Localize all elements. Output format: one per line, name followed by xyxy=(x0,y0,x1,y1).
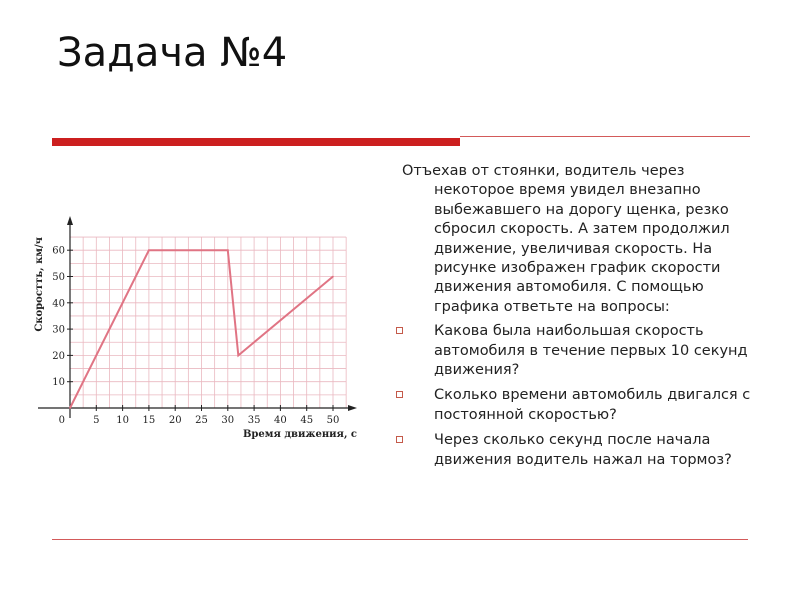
x-tick-label: 15 xyxy=(142,415,156,426)
x-tick-label: 30 xyxy=(221,415,235,426)
x-tick-label: 35 xyxy=(247,415,261,426)
problem-text xyxy=(394,162,762,476)
problem-intro: Отъехав от стоянки, водитель через некоторое время увидел внезапно выбежавшего на дорогу щенка, резко сбросил скорость. А затем продолжил движение, увеличивая скорость. На рисунке изображен график скорости движения автомобиля. С помощью графика ответьте на вопросы: xyxy=(402,163,730,315)
question-item xyxy=(394,431,762,470)
origin-label: 0 xyxy=(58,415,65,426)
question-text: Через сколько секунд после начала движения водитель нажал на тормоз? xyxy=(434,432,732,468)
series-point xyxy=(238,355,240,357)
x-tick-label: 45 xyxy=(300,415,314,426)
series-point xyxy=(332,276,334,278)
square-bullet-icon xyxy=(396,436,403,443)
y-tick-label: 10 xyxy=(52,377,65,389)
question-item xyxy=(394,386,762,425)
footer-rule xyxy=(52,539,748,540)
x-tick-label: 10 xyxy=(116,415,129,426)
square-bullet-icon xyxy=(396,327,403,334)
x-axis-title: Время движения, с xyxy=(242,429,357,440)
question-list xyxy=(394,322,762,470)
x-tick-label: 5 xyxy=(93,415,100,426)
square-bullet-icon xyxy=(396,391,403,398)
title-underline-thin xyxy=(460,136,750,137)
series-point xyxy=(69,407,71,409)
y-tick-label: 30 xyxy=(52,324,65,336)
y-tick-label: 50 xyxy=(52,272,65,283)
x-tick-label: 40 xyxy=(274,415,287,426)
y-tick-label: 20 xyxy=(52,350,65,362)
question-text: Сколько времени автомобиль двигался с постоянной скоростью? xyxy=(434,387,751,423)
slide-title: Задача №4 xyxy=(57,30,288,76)
title-underline-accent xyxy=(52,138,460,146)
y-axis-arrow xyxy=(67,216,73,225)
y-axis-title: Скоростть, км/ч xyxy=(34,237,45,332)
x-tick-label: 25 xyxy=(195,415,208,426)
speed-time-chart xyxy=(30,215,370,445)
question-item xyxy=(394,322,762,380)
y-tick-label: 40 xyxy=(52,298,65,310)
x-tick-label: 50 xyxy=(326,415,340,426)
y-tick-label: 60 xyxy=(52,245,65,257)
x-axis-arrow xyxy=(348,405,357,411)
question-text: Какова была наибольшая скорость автомобиля в течение первых 10 секунд движения? xyxy=(434,323,748,379)
series-point xyxy=(148,249,150,251)
series-point xyxy=(227,249,229,251)
x-tick-label: 20 xyxy=(168,415,182,426)
